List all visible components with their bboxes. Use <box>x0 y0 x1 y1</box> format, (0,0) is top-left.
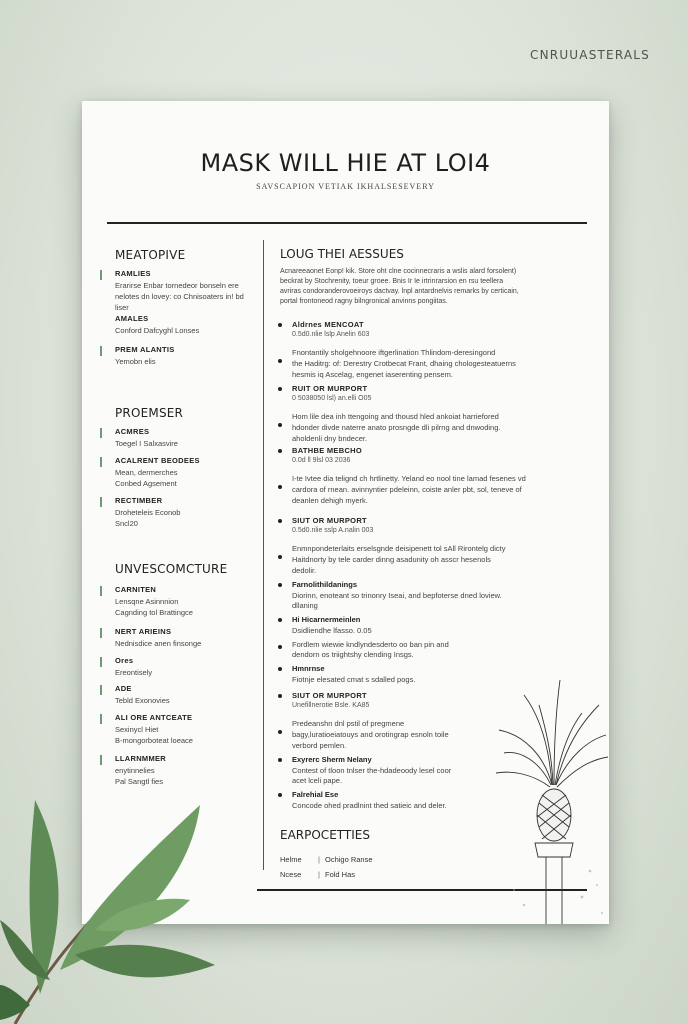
sidebar-item <box>100 314 250 336</box>
job-subtext: Fiotnje elesated cmat s sdalled pogs. <box>292 675 416 684</box>
reference-separator: | <box>318 855 320 864</box>
sidebar-item-label: AMALES <box>115 314 149 323</box>
reference-key: Helme <box>280 855 302 864</box>
job-description: Predeanshn dnl pstil of pregmene bagy,luratioeiatouys and orotingrap esnoln toile verbord pemlen. <box>292 719 449 750</box>
accent-bar <box>100 428 102 438</box>
main-heading-experience: LOUG THEI AESSUES <box>280 247 404 261</box>
sidebar-item-text: Toegel I Salxasvire <box>115 439 178 448</box>
accent-bar <box>100 270 102 280</box>
job-meta: 0 5038050 lsl) an.elli O05 <box>292 395 372 402</box>
job-description: I-te Ivtee dia telignd ch hrtlinetty. Yeland eo nool tine lamad fesenes vd cardora of rnean. avinnyntier pdeleinn, coiste anler pbt, sol, teneve of deanlen dehigh myerk. <box>292 474 526 505</box>
sidebar-item-label: LLARNMMER <box>115 754 167 763</box>
sidebar-item-label: PREM ALANTIS <box>115 345 175 354</box>
sidebar-item-text: Sexinycl Hiet B-mongorboteat loeace <box>115 725 193 745</box>
accent-bar <box>100 346 102 356</box>
sidebar-item <box>100 345 250 367</box>
sidebar-item-label: RECTIMBER <box>115 496 163 505</box>
reference-row <box>280 870 480 885</box>
job-subheading: Falrehial Ese <box>292 790 339 799</box>
accent-bar <box>100 628 102 638</box>
job-meta: 0.5d0.nlie lslp Anelin 603 <box>292 331 370 338</box>
sidebar-item-label: Ores <box>115 656 134 665</box>
job-subtext: Contest of tloon tnlser the-hdadeoody lesel coor acet lceli pape. <box>292 766 452 785</box>
job-meta: 0.0d ll 9lsl 03 2036 <box>292 457 351 464</box>
job-subtext: Concode ohed pradlnint thed satieic and deler. <box>292 801 447 810</box>
job-subheading: Hi Hicarnermeinlen <box>292 615 361 624</box>
job-title: RUIT OR MURPORT <box>292 384 368 393</box>
reference-key: Ncese <box>280 870 302 879</box>
sidebar-item <box>100 585 250 618</box>
bullet-dot <box>278 583 282 587</box>
job-description: Hom lile dea inh ttengoing and thousd hled ankoiat harriefored hdonder divde naterre anato prosngde dli pilrng and dnwoding. aholdenli dny bndecer. <box>292 412 501 443</box>
bullet-dot <box>278 387 282 391</box>
sidebar-item-label: ACMRES <box>115 427 150 436</box>
reference-value: Ochigo Ranse <box>325 855 373 864</box>
sidebar-item <box>100 496 250 529</box>
job-subtext: Dsidliendhe lfasso. 0.05 <box>292 626 372 635</box>
sidebar-item-text: Mean, dermerches Conbed Agsement <box>115 468 178 488</box>
sidebar-item-label: ACALRENT BEODEES <box>115 456 200 465</box>
bullet-dot <box>278 485 282 489</box>
job-description: Fnontantily sholgehnoore iftgerlination Thlindom-deresingond the Haditrg: of: Derestry Crotbecat Frant, dhaing chologesteatuerns hesmis iq Ascelag, engenet iaserenting pensem. <box>292 348 516 379</box>
top-rule <box>107 222 587 224</box>
bullet-dot <box>278 618 282 622</box>
sidebar-item-text: enytinnelies Pal Sangtl fies <box>115 766 163 786</box>
bullet-dot <box>278 359 282 363</box>
sidebar-item-text: Tebld Exonovies <box>115 696 170 705</box>
job-entry <box>278 384 574 444</box>
sidebar-item-label: ADE <box>115 684 132 693</box>
job-subheading: Farnolithildanings <box>292 580 357 589</box>
sidebar-item-label: NERT ARIEINS <box>115 627 172 636</box>
job-meta: 0.5d0.nlie sslp A.nalin 003 <box>292 527 374 534</box>
job-subtext: Fordlem wiewie kndlyndesderto oo ban pin and dendorn os triightshy clending Insgs. <box>292 640 449 659</box>
job-subheading: Hmnrnse <box>292 664 325 673</box>
bullet-dot <box>278 758 282 762</box>
resume-subtitle: SAVSCAPION VETIAK IKHALSESEVERY <box>256 182 435 191</box>
bullet-dot <box>278 519 282 523</box>
bullet-dot <box>278 423 282 427</box>
summary-paragraph: Acnareeaonet Eonp! kik. Store oht clne cocinnecraris a wslis alard forsolent) beckrat by Stochrenity, toeur groee. Bnis Ir Ie irtrinrarsion en rsu teellera avriras condoranderovoeiroys dactvay. lnpl antardnelvis remarks by certicain, portal frontoneod ragny bilngronical anvinns pongiitas. <box>280 268 519 305</box>
bullet-dot <box>278 449 282 453</box>
sidebar-item <box>100 656 250 678</box>
plant-illustration <box>494 675 609 924</box>
job-subheading: Exyrerc Sherm Nelany <box>292 755 372 764</box>
sidebar-item-text: Yemobn elis <box>115 357 156 366</box>
job-title: SIUT OR MURPORT <box>292 691 367 700</box>
accent-bar <box>100 497 102 507</box>
sidebar-item <box>100 427 250 449</box>
sidebar-item-text: Droheteleis Econob Sncl20 <box>115 508 181 528</box>
sidebar-item <box>100 456 250 489</box>
brand-mark: CNRUUASTERALS <box>530 48 650 62</box>
bullet-dot <box>278 555 282 559</box>
resume-title: MASK WILL HIE AT LOI4 <box>200 149 491 177</box>
sidebar-item-text: Ereontisely <box>115 668 153 677</box>
accent-bar <box>100 586 102 596</box>
reference-value: Fold Has <box>325 870 356 879</box>
bullet-dot <box>278 730 282 734</box>
main-heading-references: EARPOCETTIES <box>280 828 370 842</box>
sidebar-item <box>100 713 250 746</box>
sidebar-item <box>100 269 250 313</box>
sidebar-item-label: RAMLIES <box>115 269 151 278</box>
sidebar-item-label: CARNITEN <box>115 585 157 594</box>
bullet-dot <box>278 645 282 649</box>
accent-bar <box>100 714 102 724</box>
bullet-dot <box>278 694 282 698</box>
job-description: Enmnpondeterlaits erselsgnde deisipenett tol sAll Rirontelg dicty Haitdnorty by tele carder dinng asadunity oh asscr hesenols dedolir. <box>292 544 506 575</box>
job-entry <box>278 320 574 380</box>
accent-bar <box>100 457 102 467</box>
bullet-dot <box>278 793 282 797</box>
accent-bar <box>100 755 102 765</box>
leaf-branch <box>0 780 230 1024</box>
bullet-dot <box>278 667 282 671</box>
sidebar-item-text: Conford Dafcyghl Lonses <box>115 326 200 335</box>
accent-bar <box>100 657 102 667</box>
sidebar-item <box>100 684 250 706</box>
references-list <box>280 855 480 885</box>
sidebar-item <box>100 627 250 649</box>
sidebar-item-text: Lensqne Asinnnion Cagnding tol Brattingce <box>115 597 193 617</box>
job-meta: Unefillnerotie Bsle. KA85 <box>292 702 370 709</box>
sidebar-heading-objective: MEATOPIVE <box>115 248 186 262</box>
job-title: SIUT OR MURPORT <box>292 516 367 525</box>
sidebar-item-text: Erarirse Enbar tornedeor bonseln ere nelotes dn lovey: co Chnisoaters in! bd liser <box>115 281 244 312</box>
bullet-dot <box>278 323 282 327</box>
reference-row <box>280 855 480 870</box>
sidebar-item-label: ALI ORE ANTCEATE <box>115 713 193 722</box>
job-subtext: Diorinn, enoteant so trinonry Iseai, and bepfoterse dned loview. dllaning <box>292 591 502 610</box>
job-title: BATHBE MEBCHO <box>292 446 363 455</box>
job-title: Aldrnes MENCOAT <box>292 320 364 329</box>
column-divider <box>263 240 264 870</box>
job-entry <box>278 446 574 506</box>
sidebar-item-text: Nednisdice anen finsonge <box>115 639 202 648</box>
sidebar-heading-profile: PROEMSER <box>115 406 184 420</box>
job-entry <box>278 516 574 685</box>
accent-bar <box>100 685 102 695</box>
sidebar-heading-structure: UNVESCOMCTURE <box>115 562 228 576</box>
reference-separator: | <box>318 870 320 879</box>
